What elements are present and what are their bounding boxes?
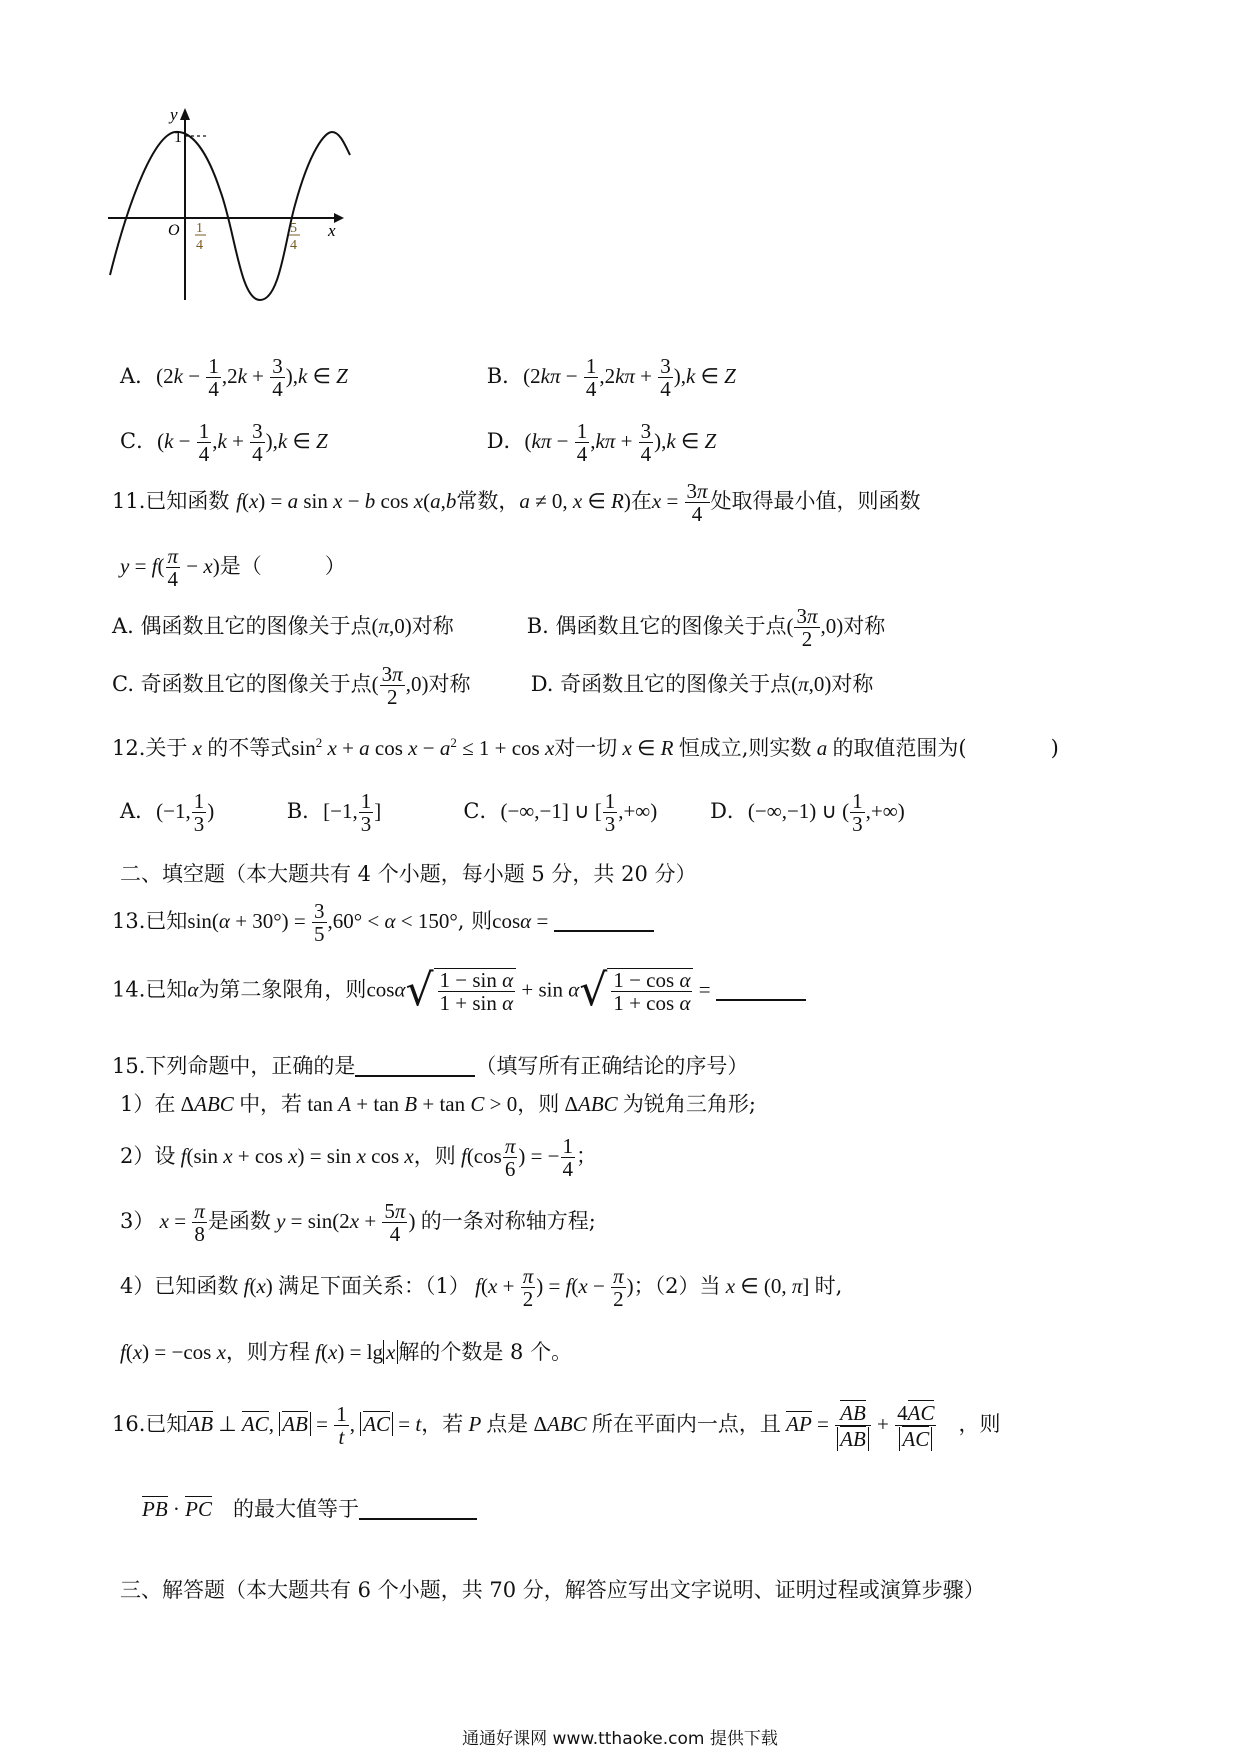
q15-item-2: 2）设 f(sin x + cos x) = sin x cos x，则 f(cos $\frac{\pi}{6}$ ) = − $\frac{1}{4}$ ； bbox=[120, 1134, 598, 1182]
sine-graph bbox=[100, 100, 360, 310]
q16-stem: 16.已知AB ⊥ AC, AB = $\frac{1}{t}$ , AC = t，若 P 点是 ΔABC 所在平面内一点，且 AP = $\frac{AB}{AB}$ + $\frac{4AC}{AC}$ ，则 bbox=[112, 1401, 1001, 1452]
q13: 13.已知sin(α + 30°) = $\frac{3}{5}$ ,60° < α < 150°, 则cosα = bbox=[112, 900, 654, 945]
q11-options-ab: A. 偶函数且它的图像关于点(π,0)对称 B. 偶函数且它的图像关于点( $\frac{3\pi}{2}$ ,0)对称 bbox=[112, 604, 886, 652]
q15-answer-blank[interactable] bbox=[355, 1075, 475, 1077]
q15-item-4: 4）已知函数 f(x) 满足下面关系：（1） f(x + $\frac{\pi}{2}$ ) = f(x − $\frac{\pi}{2}$ )；（2）当 x ∈ (0, π] 时, bbox=[120, 1264, 843, 1312]
y-axis-arrow bbox=[180, 108, 190, 120]
q16-answer-blank[interactable] bbox=[359, 1518, 477, 1520]
x-tick-1-num: 1 bbox=[196, 221, 203, 236]
q12-options: A．(−1, $\frac{1}{3}$ ) B．[−1, $\frac{1}{3}$ ] C．(−∞,−1] ∪ [ $\frac{1}{3}$ ,+∞) D．(−∞,−1) ∪ ( $\frac{1}{3}$ ,+∞) bbox=[120, 789, 905, 837]
q11-stem: 11.已知函数 f(x) = a sin x − b cos x(a,b常数，a ≠ 0, x ∈ R)在x = $\frac{3\pi}{4}$ 处取得最小值，则函数 bbox=[112, 479, 921, 527]
q10-options-ab: A．(2k − $\frac{1}{4}$ ,2k + $\frac{3}{4}$ ),k ∈ Z B．(2kπ − $\frac{1}{4}$ ,2kπ + $\frac{3}{4}$ ),k ∈ Z bbox=[120, 354, 736, 402]
q10-b-label: B． bbox=[486, 364, 524, 389]
q12-stem: 12.关于 x 的不等式$\sin^2 x + a$ $\cos x - a^2 \le 1 + \cos x$对一切 x ∈ R 恒成立,则实数 a 的取值范围为( ) bbox=[112, 735, 1059, 760]
x-tick-2-num: 5 bbox=[290, 221, 297, 236]
section-2-heading: 二、填空题（本大题共有 4 个小题，每小题 5 分，共 20 分） bbox=[120, 862, 697, 886]
x-tick-2-den: 4 bbox=[290, 238, 297, 253]
q15-item-3: 3） x = $\frac{\pi}{8}$ 是函数 y = sin(2x + $\frac{5\pi}{4}$ ) 的一条对称轴方程; bbox=[120, 1199, 596, 1247]
q10-d-label: D． bbox=[486, 429, 525, 454]
q16-line2: PB · PC 的最大值等于 bbox=[142, 1496, 477, 1522]
q10-c-label: C． bbox=[120, 429, 158, 454]
graph-origin-label: O bbox=[168, 222, 180, 239]
q14: 14.已知α为第二象限角，则cosα√ $\frac{\text{1 − sin α}}{\text{1 + sin α}}$ + sin α√ $\frac{\text{1 − cos α}}{\text{1 + cos α}}$ = bbox=[112, 968, 806, 1014]
q10-a-label: A． bbox=[120, 364, 157, 389]
q15-stem: 15.下列命题中，正确的是 （填写所有正确结论的序号） bbox=[112, 1054, 749, 1078]
sine-curve bbox=[110, 132, 350, 300]
q11-function: y = f( $\frac{\pi}{4}$ − x)是（ ） bbox=[120, 544, 346, 592]
page-footer: 通通好课网 www.tthaoke.com 提供下载 bbox=[462, 1729, 778, 1749]
q13-answer-blank[interactable] bbox=[554, 930, 654, 932]
q11-options-cd: C. 奇函数且它的图像关于点( $\frac{3\pi}{2}$ ,0)对称 D. 奇函数且它的图像关于点(π,0)对称 bbox=[112, 662, 874, 710]
q15-item-4-cont: f(x) = −cos x，则方程 f(x) = lg x 解的个数是 8 个。 bbox=[120, 1340, 573, 1364]
q14-answer-blank[interactable] bbox=[716, 999, 806, 1001]
section-3-heading: 三、解答题（本大题共有 6 个小题，共 70 分，解答应写出文字说明、证明过程或演算步骤） bbox=[120, 1578, 985, 1602]
graph-y-label: y bbox=[170, 105, 178, 124]
x-tick-1-den: 4 bbox=[196, 238, 203, 253]
q15-item-1: 1）在 ΔABC 中，若 tan A + tan B + tan C > 0，则 ΔABC 为锐角三角形; bbox=[120, 1092, 756, 1116]
q10-options-cd: C．(k − $\frac{1}{4}$ ,k + $\frac{3}{4}$ ),k ∈ Z D．(kπ − $\frac{1}{4}$ ,kπ + $\frac{3}{4}$ ),k ∈ Z bbox=[120, 419, 717, 467]
graph-y-tick: 1 bbox=[174, 129, 182, 146]
graph-x-label: x bbox=[328, 221, 336, 240]
